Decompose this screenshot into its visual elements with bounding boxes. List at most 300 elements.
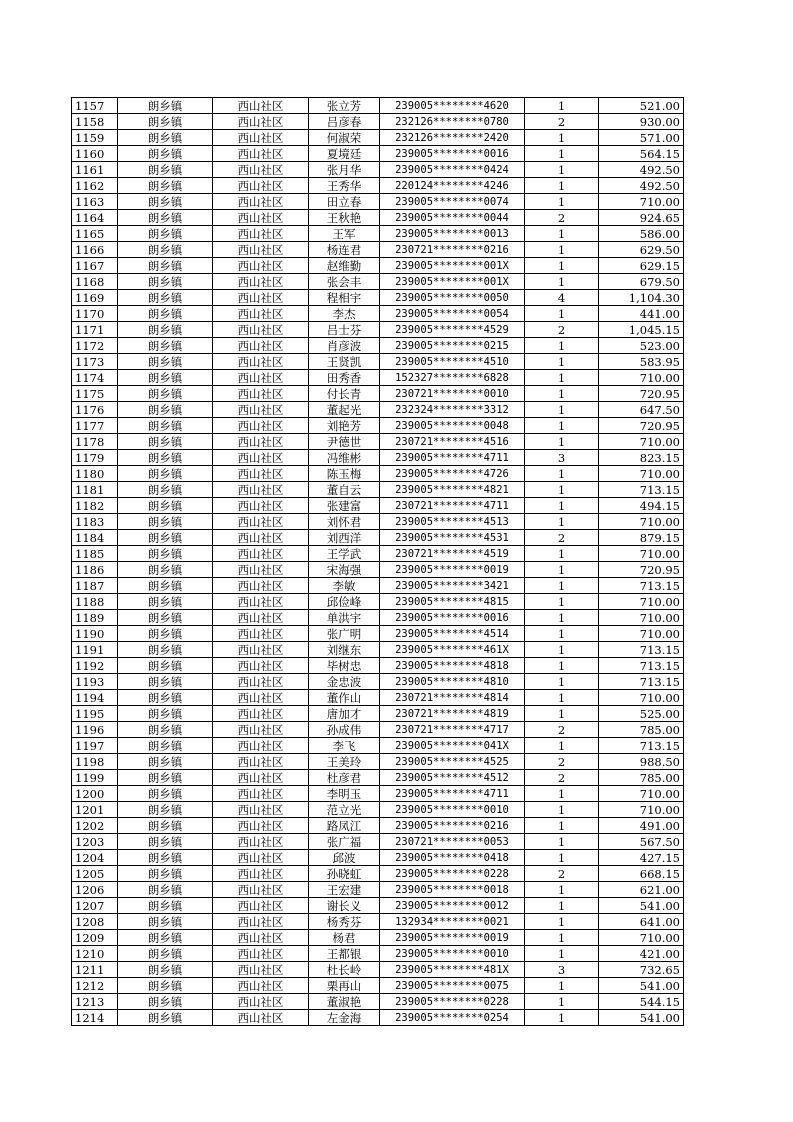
name-cell: 王学武 [309,546,380,562]
community-cell: 西山社区 [213,98,309,114]
id-number-cell: 239005********0016 [380,610,525,626]
id-number-cell: 239005********041X [380,738,525,754]
town-cell: 朗乡镇 [118,818,213,834]
row-number-cell: 1174 [72,370,118,386]
name-cell: 路凤江 [309,818,380,834]
name-cell: 尹德世 [309,434,380,450]
table-row [72,210,684,226]
amount-cell: 583.95 [599,354,684,370]
table-row [72,514,684,530]
community-cell: 西山社区 [213,626,309,642]
town-cell: 朗乡镇 [118,434,213,450]
table-row [72,322,684,338]
community-cell: 西山社区 [213,930,309,946]
row-number-cell: 1204 [72,850,118,866]
town-cell: 朗乡镇 [118,498,213,514]
amount-cell: 710.00 [599,466,684,482]
row-number-cell: 1172 [72,338,118,354]
table-row [72,818,684,834]
table-row [72,370,684,386]
community-cell: 西山社区 [213,706,309,722]
row-number-cell: 1158 [72,114,118,130]
row-number-cell: 1168 [72,274,118,290]
row-number-cell: 1188 [72,594,118,610]
town-cell: 朗乡镇 [118,658,213,674]
table-row [72,130,684,146]
table-row [72,738,684,754]
name-cell: 李飞 [309,738,380,754]
id-number-cell: 239005********001X [380,258,525,274]
table-row [72,578,684,594]
community-cell: 西山社区 [213,850,309,866]
town-cell: 朗乡镇 [118,946,213,962]
amount-cell: 823.15 [599,450,684,466]
community-cell: 西山社区 [213,738,309,754]
town-cell: 朗乡镇 [118,594,213,610]
table-row [72,290,684,306]
community-cell: 西山社区 [213,994,309,1010]
row-number-cell: 1189 [72,610,118,626]
town-cell: 朗乡镇 [118,1010,213,1026]
row-number-cell: 1185 [72,546,118,562]
row-number-cell: 1214 [72,1010,118,1026]
household-count-cell: 1 [525,306,599,322]
community-cell: 西山社区 [213,114,309,130]
name-cell: 董起光 [309,402,380,418]
amount-cell: 492.50 [599,162,684,178]
table-row [72,946,684,962]
id-number-cell: 239005********0019 [380,930,525,946]
row-number-cell: 1163 [72,194,118,210]
community-cell: 西山社区 [213,962,309,978]
table-row [72,386,684,402]
name-cell: 张广福 [309,834,380,850]
community-cell: 西山社区 [213,530,309,546]
amount-cell: 427.15 [599,850,684,866]
community-cell: 西山社区 [213,402,309,418]
row-number-cell: 1191 [72,642,118,658]
name-cell: 刘怀君 [309,514,380,530]
row-number-cell: 1165 [72,226,118,242]
amount-cell: 713.15 [599,658,684,674]
amount-cell: 1,104.30 [599,290,684,306]
household-count-cell: 1 [525,706,599,722]
amount-cell: 710.00 [599,370,684,386]
row-number-cell: 1180 [72,466,118,482]
row-number-cell: 1173 [72,354,118,370]
amount-cell: 710.00 [599,786,684,802]
table-row [72,418,684,434]
id-number-cell: 230721********0010 [380,386,525,402]
amount-cell: 785.00 [599,770,684,786]
id-number-cell: 239005********001X [380,274,525,290]
row-number-cell: 1186 [72,562,118,578]
amount-cell: 525.00 [599,706,684,722]
community-cell: 西山社区 [213,146,309,162]
table-row [72,306,684,322]
town-cell: 朗乡镇 [118,146,213,162]
id-number-cell: 239005********3421 [380,578,525,594]
table-row [72,914,684,930]
household-count-cell: 1 [525,738,599,754]
household-count-cell: 1 [525,466,599,482]
household-count-cell: 1 [525,226,599,242]
name-cell: 夏境廷 [309,146,380,162]
household-count-cell: 1 [525,674,599,690]
id-number-cell: 132934********0021 [380,914,525,930]
household-count-cell: 1 [525,642,599,658]
household-count-cell: 2 [525,210,599,226]
table-row [72,658,684,674]
amount-cell: 491.00 [599,818,684,834]
name-cell: 何淑荣 [309,130,380,146]
row-number-cell: 1169 [72,290,118,306]
name-cell: 李杰 [309,306,380,322]
name-cell: 杨连君 [309,242,380,258]
household-count-cell: 2 [525,866,599,882]
id-number-cell: 230721********4814 [380,690,525,706]
community-cell: 西山社区 [213,578,309,594]
amount-cell: 647.50 [599,402,684,418]
household-count-cell: 1 [525,610,599,626]
town-cell: 朗乡镇 [118,786,213,802]
id-number-cell: 239005********4512 [380,770,525,786]
town-cell: 朗乡镇 [118,802,213,818]
community-cell: 西山社区 [213,562,309,578]
community-cell: 西山社区 [213,658,309,674]
name-cell: 张广明 [309,626,380,642]
table-row [72,258,684,274]
amount-cell: 523.00 [599,338,684,354]
table-row [72,402,684,418]
name-cell: 毕树忠 [309,658,380,674]
id-number-cell: 239005********0050 [380,290,525,306]
name-cell: 邱俭峰 [309,594,380,610]
town-cell: 朗乡镇 [118,226,213,242]
town-cell: 朗乡镇 [118,690,213,706]
table-row [72,690,684,706]
name-cell: 张月华 [309,162,380,178]
table-row [72,546,684,562]
amount-cell: 713.15 [599,738,684,754]
name-cell: 杨君 [309,930,380,946]
household-count-cell: 1 [525,194,599,210]
name-cell: 王秋艳 [309,210,380,226]
amount-cell: 567.50 [599,834,684,850]
amount-cell: 629.50 [599,242,684,258]
table-row [72,802,684,818]
row-number-cell: 1206 [72,882,118,898]
id-number-cell: 239005********0216 [380,818,525,834]
household-count-cell: 1 [525,418,599,434]
id-number-cell: 239005********4810 [380,674,525,690]
community-cell: 西山社区 [213,178,309,194]
household-count-cell: 1 [525,658,599,674]
table-row [72,642,684,658]
row-number-cell: 1211 [72,962,118,978]
amount-cell: 586.00 [599,226,684,242]
name-cell: 冯维彬 [309,450,380,466]
amount-cell: 710.00 [599,626,684,642]
name-cell: 田立春 [309,194,380,210]
community-cell: 西山社区 [213,370,309,386]
town-cell: 朗乡镇 [118,546,213,562]
row-number-cell: 1212 [72,978,118,994]
household-count-cell: 1 [525,978,599,994]
town-cell: 朗乡镇 [118,866,213,882]
row-number-cell: 1171 [72,322,118,338]
household-count-cell: 1 [525,146,599,162]
amount-cell: 668.15 [599,866,684,882]
town-cell: 朗乡镇 [118,210,213,226]
town-cell: 朗乡镇 [118,306,213,322]
row-number-cell: 1164 [72,210,118,226]
community-cell: 西山社区 [213,946,309,962]
name-cell: 张立芳 [309,98,380,114]
town-cell: 朗乡镇 [118,162,213,178]
table-row [72,994,684,1010]
town-cell: 朗乡镇 [118,914,213,930]
name-cell: 刘继东 [309,642,380,658]
id-number-cell: 230721********4519 [380,546,525,562]
name-cell: 李明玉 [309,786,380,802]
town-cell: 朗乡镇 [118,754,213,770]
row-number-cell: 1205 [72,866,118,882]
town-cell: 朗乡镇 [118,402,213,418]
table-row [72,674,684,690]
household-count-cell: 1 [525,354,599,370]
town-cell: 朗乡镇 [118,290,213,306]
name-cell: 董淑艳 [309,994,380,1010]
town-cell: 朗乡镇 [118,562,213,578]
id-number-cell: 239005********4711 [380,786,525,802]
row-number-cell: 1183 [72,514,118,530]
row-number-cell: 1159 [72,130,118,146]
row-number-cell: 1202 [72,818,118,834]
amount-cell: 564.15 [599,146,684,162]
household-count-cell: 1 [525,98,599,114]
household-count-cell: 1 [525,386,599,402]
community-cell: 西山社区 [213,882,309,898]
community-cell: 西山社区 [213,434,309,450]
name-cell: 王宏建 [309,882,380,898]
town-cell: 朗乡镇 [118,610,213,626]
community-cell: 西山社区 [213,1010,309,1026]
name-cell: 单洪宇 [309,610,380,626]
town-cell: 朗乡镇 [118,930,213,946]
row-number-cell: 1194 [72,690,118,706]
id-number-cell: 239005********0228 [380,866,525,882]
amount-cell: 679.50 [599,274,684,290]
community-cell: 西山社区 [213,514,309,530]
community-cell: 西山社区 [213,466,309,482]
household-count-cell: 1 [525,578,599,594]
id-number-cell: 239005********0075 [380,978,525,994]
table-row [72,754,684,770]
id-number-cell: 232126********0780 [380,114,525,130]
household-count-cell: 1 [525,338,599,354]
name-cell: 李敏 [309,578,380,594]
community-cell: 西山社区 [213,594,309,610]
amount-cell: 710.00 [599,546,684,562]
id-number-cell: 230721********4711 [380,498,525,514]
town-cell: 朗乡镇 [118,258,213,274]
id-number-cell: 239005********4711 [380,450,525,466]
id-number-cell: 239005********4726 [380,466,525,482]
row-number-cell: 1210 [72,946,118,962]
name-cell: 董自云 [309,482,380,498]
row-number-cell: 1198 [72,754,118,770]
amount-cell: 732.65 [599,962,684,978]
name-cell: 吕士芬 [309,322,380,338]
household-count-cell: 1 [525,786,599,802]
amount-cell: 710.00 [599,690,684,706]
household-count-cell: 1 [525,930,599,946]
table-row [72,194,684,210]
household-count-cell: 2 [525,722,599,738]
amount-cell: 421.00 [599,946,684,962]
household-count-cell: 1 [525,946,599,962]
name-cell: 杨秀芬 [309,914,380,930]
household-count-cell: 1 [525,274,599,290]
community-cell: 西山社区 [213,786,309,802]
amount-cell: 541.00 [599,1010,684,1026]
row-number-cell: 1184 [72,530,118,546]
town-cell: 朗乡镇 [118,194,213,210]
id-number-cell: 230721********0216 [380,242,525,258]
community-cell: 西山社区 [213,450,309,466]
amount-cell: 710.00 [599,194,684,210]
table-row [72,242,684,258]
id-number-cell: 239005********4525 [380,754,525,770]
id-number-cell: 239005********0054 [380,306,525,322]
row-number-cell: 1178 [72,434,118,450]
id-number-cell: 239005********4815 [380,594,525,610]
community-cell: 西山社区 [213,642,309,658]
table-row [72,850,684,866]
amount-cell: 710.00 [599,610,684,626]
amount-cell: 710.00 [599,514,684,530]
name-cell: 肖彦波 [309,338,380,354]
household-count-cell: 1 [525,690,599,706]
community-cell: 西山社区 [213,978,309,994]
id-number-cell: 232324********3312 [380,402,525,418]
town-cell: 朗乡镇 [118,706,213,722]
household-count-cell: 3 [525,450,599,466]
town-cell: 朗乡镇 [118,962,213,978]
table-row [72,722,684,738]
community-cell: 西山社区 [213,722,309,738]
town-cell: 朗乡镇 [118,994,213,1010]
amount-cell: 710.00 [599,434,684,450]
amount-cell: 571.00 [599,130,684,146]
row-number-cell: 1201 [72,802,118,818]
community-cell: 西山社区 [213,242,309,258]
community-cell: 西山社区 [213,770,309,786]
household-count-cell: 1 [525,1010,599,1026]
name-cell: 王美玲 [309,754,380,770]
row-number-cell: 1182 [72,498,118,514]
amount-cell: 713.15 [599,674,684,690]
town-cell: 朗乡镇 [118,178,213,194]
id-number-cell: 239005********4529 [380,322,525,338]
town-cell: 朗乡镇 [118,898,213,914]
amount-cell: 713.15 [599,482,684,498]
id-number-cell: 230721********0053 [380,834,525,850]
id-number-cell: 239005********0228 [380,994,525,1010]
household-count-cell: 1 [525,562,599,578]
town-cell: 朗乡镇 [118,530,213,546]
id-number-cell: 239005********0418 [380,850,525,866]
community-cell: 西山社区 [213,690,309,706]
id-number-cell: 239005********0215 [380,338,525,354]
household-count-cell: 1 [525,370,599,386]
household-count-cell: 2 [525,114,599,130]
household-count-cell: 3 [525,962,599,978]
community-cell: 西山社区 [213,482,309,498]
household-count-cell: 1 [525,914,599,930]
row-number-cell: 1179 [72,450,118,466]
community-cell: 西山社区 [213,866,309,882]
community-cell: 西山社区 [213,194,309,210]
table-row [72,146,684,162]
community-cell: 西山社区 [213,914,309,930]
name-cell: 唐加才 [309,706,380,722]
town-cell: 朗乡镇 [118,722,213,738]
amount-cell: 930.00 [599,114,684,130]
household-count-cell: 1 [525,178,599,194]
id-number-cell: 239005********4821 [380,482,525,498]
town-cell: 朗乡镇 [118,274,213,290]
community-cell: 西山社区 [213,674,309,690]
community-cell: 西山社区 [213,306,309,322]
name-cell: 陈玉梅 [309,466,380,482]
household-count-cell: 1 [525,402,599,418]
community-cell: 西山社区 [213,162,309,178]
town-cell: 朗乡镇 [118,338,213,354]
table-row [72,866,684,882]
table-row [72,482,684,498]
row-number-cell: 1208 [72,914,118,930]
amount-cell: 879.15 [599,530,684,546]
name-cell: 张会丰 [309,274,380,290]
household-count-cell: 1 [525,594,599,610]
name-cell: 杜长岭 [309,962,380,978]
town-cell: 朗乡镇 [118,114,213,130]
id-number-cell: 239005********0012 [380,898,525,914]
community-cell: 西山社区 [213,290,309,306]
town-cell: 朗乡镇 [118,882,213,898]
table-row [72,162,684,178]
amount-cell: 641.00 [599,914,684,930]
community-cell: 西山社区 [213,258,309,274]
town-cell: 朗乡镇 [118,130,213,146]
table-row [72,226,684,242]
row-number-cell: 1187 [72,578,118,594]
town-cell: 朗乡镇 [118,450,213,466]
household-count-cell: 1 [525,994,599,1010]
community-cell: 西山社区 [213,354,309,370]
row-number-cell: 1157 [72,98,118,114]
row-number-cell: 1207 [72,898,118,914]
id-number-cell: 239005********0010 [380,946,525,962]
name-cell: 刘艳芳 [309,418,380,434]
name-cell: 栗再山 [309,978,380,994]
id-number-cell: 152327********6828 [380,370,525,386]
row-number-cell: 1200 [72,786,118,802]
id-number-cell: 220124********4246 [380,178,525,194]
id-number-cell: 239005********4513 [380,514,525,530]
